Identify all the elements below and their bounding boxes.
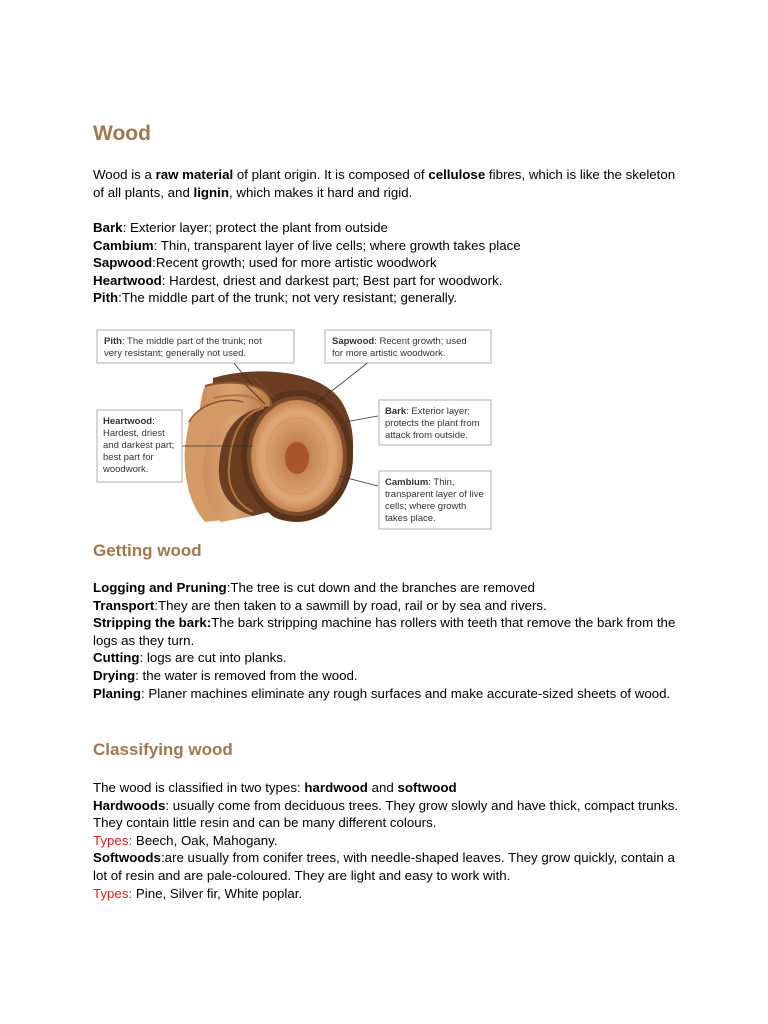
softwoods-desc xyxy=(93,849,683,884)
part-sep: : xyxy=(161,272,170,288)
wood-structure-diagram xyxy=(93,326,495,532)
svg-text:Sapwood: Recent growth; used xyxy=(332,336,467,347)
sapwood-leader-line xyxy=(315,361,370,404)
term-softwood: softwood xyxy=(397,780,457,795)
getting-wood-list xyxy=(93,579,683,702)
softwoods-text: :are usually from conifer trees, with needle-shaped leaves. They grow quickly, contain a lot of resin and are pale-coloured. They are light and easy to work with. xyxy=(93,850,675,883)
callout-term: Cambium xyxy=(385,477,429,488)
intro-text: , which makes it hard and rigid. xyxy=(229,184,413,200)
step-desc: They are then taken to a sawmill by road, rail or by sea and rivers. xyxy=(158,597,547,613)
part-term: Pith xyxy=(93,290,119,306)
part-sep: : xyxy=(122,220,130,235)
part-desc: Hardest, driest and darkest part; Best part for woodwork. xyxy=(169,272,503,288)
classifying-section xyxy=(93,779,683,902)
step-term: Drying xyxy=(93,667,136,683)
step-desc: logs are cut into planks. xyxy=(146,650,287,666)
step-desc: Planer machines eliminate any rough surfaces and make accurate-sized sheets of wood. xyxy=(148,685,671,701)
classify-text: The wood is classified in two types: xyxy=(93,780,305,795)
step-desc: The bark stripping machine has rollers with teeth that remove the bark from the logs as they turn. xyxy=(93,615,676,648)
callout-text: for more artistic woodwork. xyxy=(332,348,446,359)
svg-text:Pith: The middle part of the t xyxy=(104,336,262,347)
part-sep: : xyxy=(118,290,122,306)
part-desc: The middle part of the trunk; not very resistant; generally. xyxy=(121,290,458,306)
part-sapwood xyxy=(93,254,683,272)
softwood-types xyxy=(93,885,683,903)
bark-callout xyxy=(379,400,491,445)
step-term: Transport xyxy=(93,597,155,613)
step-term: Cutting xyxy=(93,650,140,666)
part-bark xyxy=(93,219,683,237)
step-sep: : xyxy=(135,667,143,683)
callout-text: best part for xyxy=(103,452,154,463)
part-term: Cambium xyxy=(93,237,154,253)
step-desc: the water is removed from the wood. xyxy=(142,667,358,683)
callout-term: Pith xyxy=(104,336,122,347)
intro-text: fibres, which is like the skeleton of all plants, and xyxy=(93,167,676,200)
part-sep: : xyxy=(152,255,156,271)
callout-text: : The middle part of the trunk; not xyxy=(121,336,262,347)
getting-wood-heading: Getting wood xyxy=(93,541,202,560)
cambium-callout xyxy=(379,471,491,529)
types-label: Types: xyxy=(93,885,133,901)
step-transport xyxy=(93,597,683,615)
hardwood-types xyxy=(93,832,683,850)
step-sep: : xyxy=(226,580,231,595)
step-drying xyxy=(93,667,683,685)
term-raw-material: raw material xyxy=(155,167,234,182)
hardwoods-term: Hardwoods xyxy=(93,797,166,813)
svg-text:Cambium: Thin, xyxy=(385,477,455,488)
classify-intro xyxy=(93,779,683,797)
softwoods-term: Softwoods xyxy=(93,850,161,866)
part-desc: Thin, transparent layer of live cells; where growth takes place xyxy=(160,237,521,253)
types-label: Types: xyxy=(93,832,133,848)
callout-term: Heartwood xyxy=(103,416,153,427)
part-term: Sapwood xyxy=(93,255,153,271)
callout-text: woodwork. xyxy=(103,464,149,475)
heartwood-callout xyxy=(97,410,182,482)
step-desc: The tree is cut down and the branches are removed xyxy=(230,580,535,595)
part-term: Heartwood xyxy=(93,272,162,288)
step-term: Logging and Pruning xyxy=(93,580,227,595)
part-desc: Exterior layer; protect the plant from outside xyxy=(129,220,388,235)
callout-term: Sapwood xyxy=(332,336,375,347)
hardwoods-text: : usually come from deciduous trees. They grow slowly and have thick, compact trunks. They contain little resin and can be many different colours. xyxy=(93,797,679,831)
types-list: Pine, Silver fir, White poplar. xyxy=(132,885,303,901)
callout-text: : Exterior layer; xyxy=(406,406,471,417)
classify-text: and xyxy=(367,780,398,795)
callout-text: attack from outside. xyxy=(385,430,468,441)
callout-text: and darkest part; xyxy=(103,440,175,451)
part-sep: : xyxy=(153,237,161,253)
sapwood-callout xyxy=(325,330,491,363)
part-cambium xyxy=(93,237,683,255)
part-desc: Recent growth; used for more artistic woodwork xyxy=(155,255,437,271)
callout-text: transparent layer of live xyxy=(385,489,484,500)
term-lignin: lignin xyxy=(193,184,229,200)
step-term: Stripping the bark: xyxy=(93,615,212,631)
step-cutting xyxy=(93,649,683,667)
callout-text: takes place. xyxy=(385,513,436,524)
part-pith xyxy=(93,289,683,307)
step-logging xyxy=(93,579,683,597)
callout-term: Bark xyxy=(385,406,407,417)
svg-text:Heartwood: xyxy=(103,416,155,427)
intro-paragraph xyxy=(93,166,683,201)
svg-text:Bark: Exterior layer; xyxy=(385,406,470,417)
callout-text: very resistant; generally not used. xyxy=(104,348,247,359)
callout-text: Hardest, driest xyxy=(103,428,165,439)
types-list: Beech, Oak, Mahogany. xyxy=(132,832,278,848)
parts-list xyxy=(93,219,683,307)
step-sep: : xyxy=(141,685,149,701)
intro-text: Wood is a xyxy=(93,167,156,182)
step-stripping xyxy=(93,614,683,649)
page-title: Wood xyxy=(93,122,151,145)
bark-leader-line xyxy=(345,416,378,422)
callout-text: : Recent growth; used xyxy=(374,336,467,347)
callout-text: : Thin, xyxy=(428,477,455,488)
callout-text: cells; where growth xyxy=(385,501,467,512)
intro-text: of plant origin. It is composed of xyxy=(233,167,429,182)
step-sep: : xyxy=(154,597,159,613)
classifying-wood-heading: Classifying wood xyxy=(93,740,233,759)
step-term: Planing xyxy=(93,685,142,701)
term-hardwood: hardwood xyxy=(304,780,368,795)
pith-callout xyxy=(97,330,294,363)
hardwoods-desc xyxy=(93,797,683,832)
step-planing xyxy=(93,685,683,703)
callout-text: : xyxy=(152,416,155,427)
part-term: Bark xyxy=(93,220,123,235)
part-heartwood xyxy=(93,272,683,290)
term-cellulose: cellulose xyxy=(428,167,486,182)
step-sep: : xyxy=(139,650,147,666)
callout-text: protects the plant from xyxy=(385,418,480,429)
